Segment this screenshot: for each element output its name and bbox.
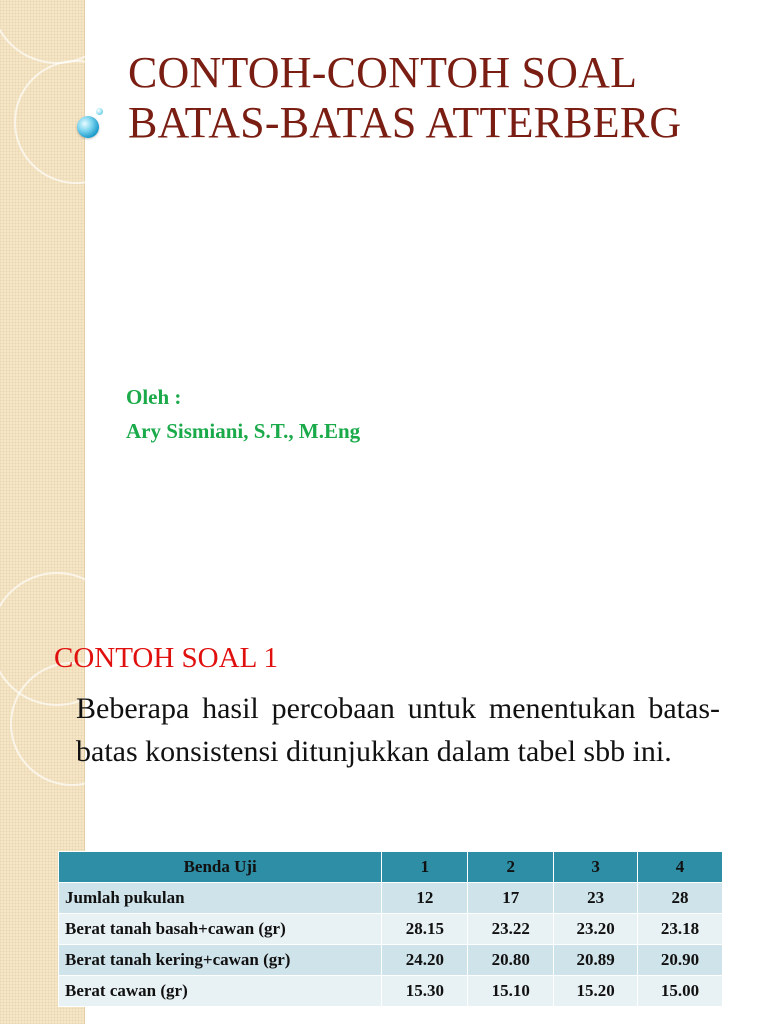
row-label: Berat cawan (gr) [59,976,382,1007]
example-heading: CONTOH SOAL 1 [54,642,278,674]
author-name: Ary Sismiani, S.T., M.Eng [126,419,361,443]
slide-title [128,48,748,148]
table-cell: 17 [468,883,554,914]
blue-orb-icon [77,116,99,138]
table-cell: 23 [554,883,638,914]
table-header-cell: 3 [554,852,638,883]
byline-label: Oleh : [126,385,182,409]
row-label: Jumlah pukulan [59,883,382,914]
table-cell: 28 [638,883,723,914]
table-cell: 23.22 [468,914,554,945]
byline [126,380,360,448]
table-cell: 20.80 [468,945,554,976]
table-cell: 20.90 [638,945,723,976]
table-row [59,883,723,914]
problem-paragraph: Beberapa hasil percobaan untuk menentukan batas-batas konsistensi ditunjukkan dalam tabel sbb ini. [76,692,720,768]
table-cell: 23.20 [554,914,638,945]
table-header-cell: 1 [382,852,468,883]
table-row [59,976,723,1007]
small-orb-icon [96,108,103,115]
table-cell: 15.20 [554,976,638,1007]
row-label: Berat tanah kering+cawan (gr) [59,945,382,976]
table-cell: 20.89 [554,945,638,976]
table-header-cell: 2 [468,852,554,883]
table-cell: 12 [382,883,468,914]
title-line-2: BATAS-BATAS ATTERBERG [128,98,682,147]
atterberg-data-table [58,851,723,1007]
table-cell: 15.00 [638,976,723,1007]
table-cell: 15.10 [468,976,554,1007]
table-header-row [59,852,723,883]
table-header-cell: 4 [638,852,723,883]
table-row [59,945,723,976]
decorative-ring-icon [14,60,138,184]
table-cell: 23.18 [638,914,723,945]
table-header-cell: Benda Uji [59,852,382,883]
row-label: Berat tanah basah+cawan (gr) [59,914,382,945]
table-cell: 15.30 [382,976,468,1007]
content-slide [0,512,768,1024]
table-cell: 28.15 [382,914,468,945]
table-row [59,914,723,945]
title-line-1: CONTOH-CONTOH SOAL [128,48,638,97]
table-cell: 24.20 [382,945,468,976]
